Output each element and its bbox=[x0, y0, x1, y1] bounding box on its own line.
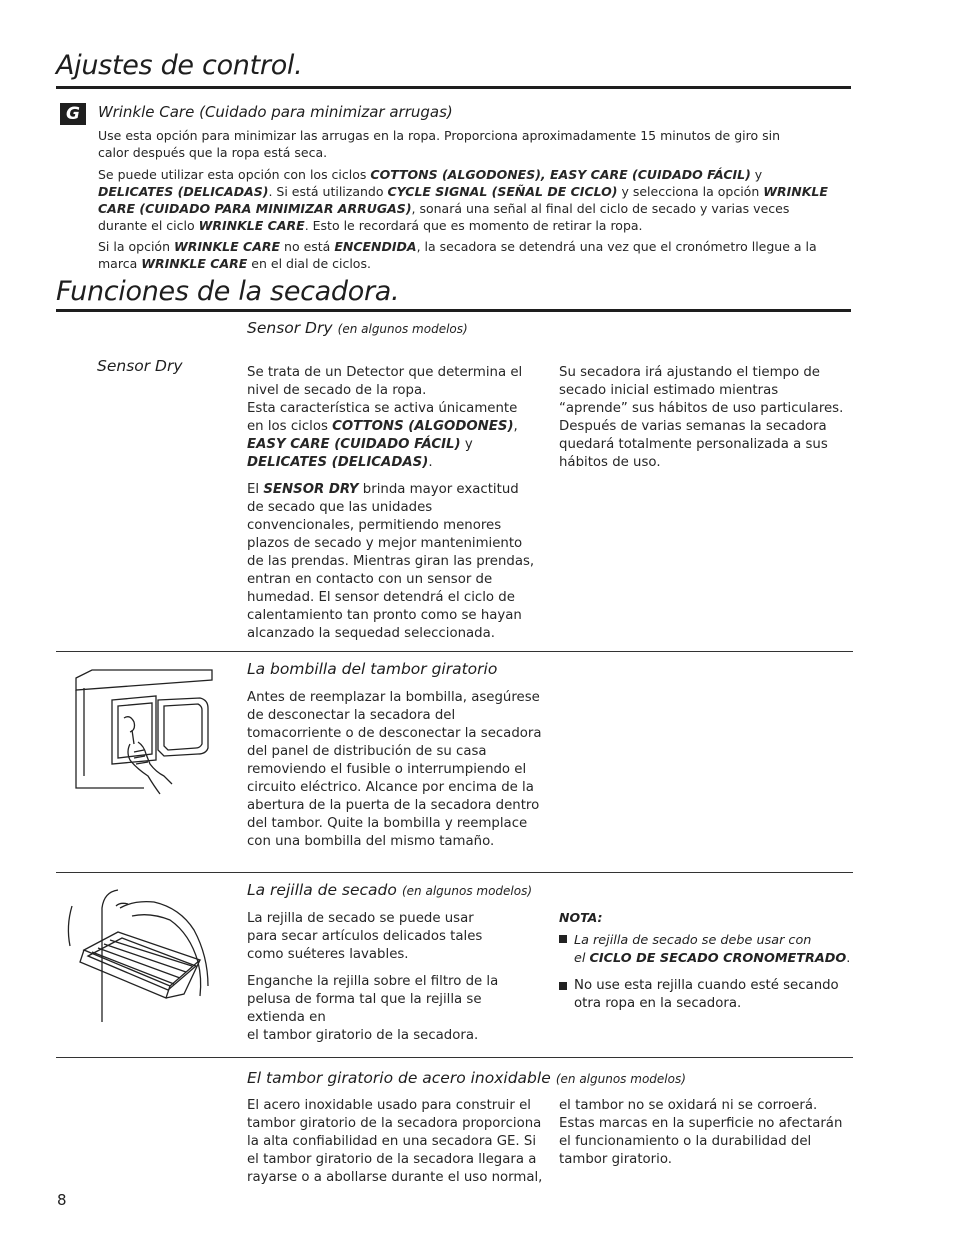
wrinkle-care-heading: Wrinkle Care (Cuidado para minimizar arrugas) bbox=[98, 103, 453, 121]
section-title-functions: Funciones de la secadora. bbox=[56, 276, 400, 307]
bullet-square-icon bbox=[559, 982, 567, 990]
drum-heading-row bbox=[247, 1068, 686, 1087]
wrinkle-care-off: Si la opción WRINKLE CARE no está ENCENDIDA, la secadora se detendrá una vez que el cronómetro llegue a la marca WRINKLE CARE en el dial de ciclos. bbox=[98, 239, 817, 271]
rack-heading-row bbox=[247, 880, 532, 899]
title-rule bbox=[56, 86, 851, 89]
sensor-dry-text-2: El SENSOR DRY brinda mayor exactitud de secado que las unidades convencionales, permitiendo menores plazos de secado y mejor mantenimiento de las prendas. Mientras giran las prendas, entran en contacto con un sensor de humedad. El sensor detendrá el ciclo de calentamiento tan pronto como se hayan alcanzado la sequedad seleccionada. bbox=[247, 482, 535, 641]
drum-text-left: El acero inoxidable usado para construir el tambor giratorio de la secadora proporciona la alta confiabilidad en una secadora GE. Si el tambor giratorio de la secadora llegara a rayarse o a abollarse durante el uso normal, bbox=[247, 1098, 543, 1185]
sensor-dry-heading-note: (en algunos modelos) bbox=[337, 322, 468, 336]
sensor-dry-side-label: Sensor Dry bbox=[97, 357, 183, 375]
sensor-dry-text-1: Se trata de un Detector que determina el nivel de secado de la ropa. Esta característica se activa únicamente en los ciclos COTTONS (ALGODONES), EASY CARE (CUIDADO FÁCIL) y DELICATES (DELICADAS). bbox=[247, 365, 523, 470]
rack-note-2: No use esta rejilla cuando esté secando otra ropa en la secadora. bbox=[559, 977, 851, 1013]
divider-bulb bbox=[56, 651, 853, 652]
sensor-dry-text-right: Su secadora irá ajustando el tiempo de secado inicial estimado mientras “aprende” sus hábitos de uso particulares. Después de varias semanas la secadora quedará totalmente personalizada a sus hábitos de uso. bbox=[559, 365, 844, 470]
rack-heading: La rejilla de secado bbox=[247, 881, 397, 899]
rack-heading-note: (en algunos modelos) bbox=[401, 884, 533, 898]
functions-rule bbox=[56, 309, 851, 312]
drying-rack-illustration bbox=[62, 886, 222, 1028]
wrinkle-care-cycles: Se puede utilizar esta opción con los ciclos COTTONS (ALGODONES), EASY CARE (CUIDADO FÁCIL) y DELICATES (DELICADAS). Si está utilizando CYCLE SIGNAL (SEÑAL DE CICLO) y selecciona la opción WRINKLE CARE (CUIDADO PARA MINIMIZAR ARRUGAS), sonará una señal al final del ciclo de secado y varias veces durante el ciclo WRINKLE CARE. Esto le recordará que es momento de retirar la ropa. bbox=[98, 167, 828, 233]
drum-heading-note: (en algunos modelos) bbox=[555, 1072, 686, 1086]
drum-heading: El tambor giratorio de acero inoxidable bbox=[247, 1069, 551, 1087]
rack-text-2: Enganche la rejilla sobre el filtro de la pelusa de forma tal que la rejilla se extienda en el tambor giratorio de la secadora. bbox=[247, 974, 499, 1043]
sensor-dry-heading: Sensor Dry bbox=[247, 319, 333, 337]
drum-text-right: el tambor no se oxidará ni se corroerá. Estas marcas en la superficie no afectarán el funcionamiento o la durabilidad del tambor giratorio. bbox=[559, 1098, 843, 1167]
divider-drum bbox=[56, 1057, 853, 1058]
bullet-square-icon bbox=[559, 935, 567, 943]
rack-text-1: La rejilla de secado se puede usar para secar artículos delicados tales como suéteres lavables. bbox=[247, 911, 483, 962]
divider-rack bbox=[56, 872, 853, 873]
dryer-bulb-illustration bbox=[72, 668, 222, 796]
section-title-control: Ajustes de control. bbox=[56, 50, 303, 81]
rack-note-label: NOTA: bbox=[559, 910, 603, 925]
sensor-dry-heading-row bbox=[247, 318, 468, 337]
page-number: 8 bbox=[57, 1191, 67, 1209]
wrinkle-care-intro: Use esta opción para minimizar las arrugas en la ropa. Proporciona aproximadamente 15 minutos de giro sin calor después que la ropa está seca. bbox=[98, 128, 781, 160]
bulb-text: Antes de reemplazar la bombilla, asegúrese de desconectar la secadora del tomacorriente o de desconectar la secadora del panel de distribución de su casa removiendo el fusible o interrumpiendo el circuito eléctrico. Alcance por encima de la abertura de la puerta de la secadora dentro del tambor. Quite la bombilla y reemplace con una bombilla del mismo tamaño. bbox=[247, 690, 542, 849]
bulb-heading: La bombilla del tambor giratorio bbox=[247, 660, 498, 678]
rack-note-1: La rejilla de secado se debe usar con el CICLO DE SECADO CRONOMETRADO. bbox=[559, 932, 851, 968]
option-badge: G bbox=[60, 103, 86, 125]
